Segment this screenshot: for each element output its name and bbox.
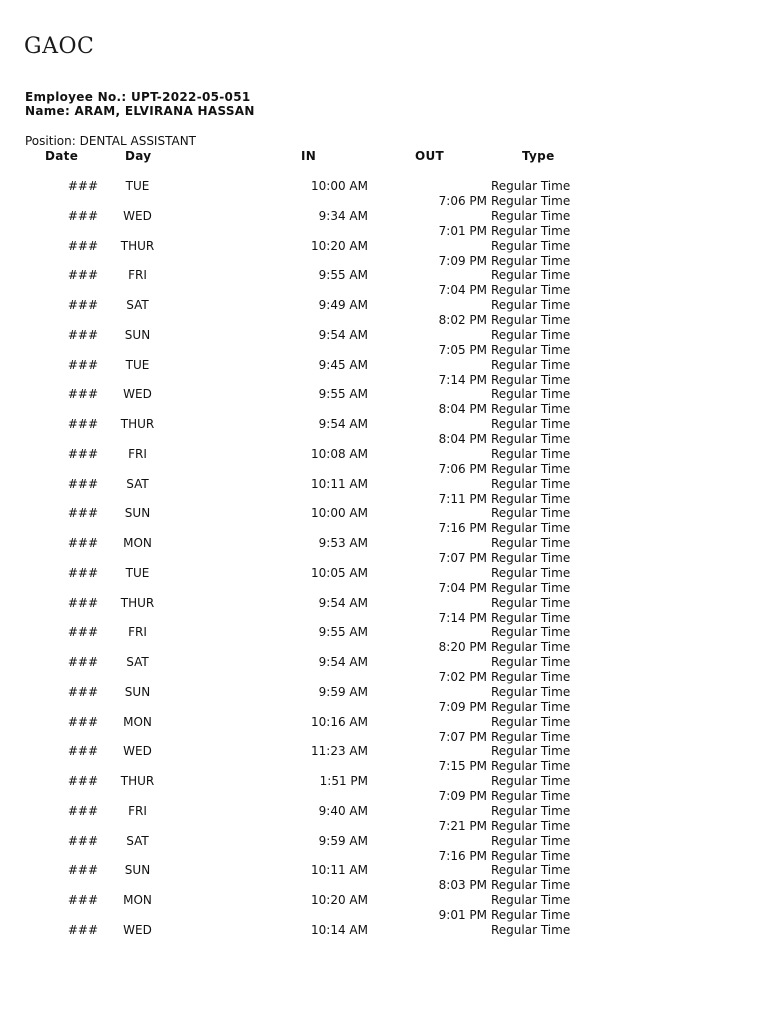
cell-day: TUE [125, 565, 150, 580]
cell-day: MON [123, 536, 152, 550]
cell-date: ### [67, 684, 98, 699]
cell-time-out: 7:05 PM [438, 342, 487, 357]
cell-type: Regular Time [491, 625, 571, 640]
cell-date: ### [67, 476, 98, 491]
cell-type: Regular Time [491, 327, 571, 342]
cell-type: Regular Time [491, 595, 571, 610]
cell-time-in: 9:55 AM [318, 268, 368, 283]
cell-day: FRI [128, 446, 147, 461]
cell-time-in: 9:59 AM [318, 684, 368, 699]
cell-time-in: 10:08 AM [311, 446, 368, 461]
cell-type: Regular Time [491, 402, 571, 417]
cell-type: Regular Time [491, 476, 571, 491]
header-out: OUT [415, 149, 445, 163]
cell-time-out: 8:20 PM [438, 640, 487, 655]
cell-time-out: 7:14 PM [438, 372, 487, 387]
cell-type: Regular Time [491, 521, 571, 536]
cell-date: ### [67, 357, 98, 372]
cell-time-out: 7:06 PM [438, 461, 487, 476]
cell-time-out: 8:04 PM [438, 402, 487, 417]
cell-time-out: 7:09 PM [438, 253, 487, 268]
cell-time-in: 10:05 AM [311, 565, 368, 580]
cell-time-in: 9:54 AM [318, 655, 368, 669]
cell-time-out: 8:04 PM [438, 432, 487, 446]
cell-type: Regular Time [491, 298, 571, 312]
cell-type: Regular Time [491, 268, 571, 283]
cell-date: ### [67, 774, 98, 788]
cell-type: Regular Time [491, 551, 571, 565]
cell-date: ### [67, 655, 98, 669]
cell-type: Regular Time [491, 446, 571, 461]
cell-time-in: 9:40 AM [318, 803, 368, 818]
cell-type: Regular Time [491, 238, 571, 253]
cell-day: SAT [126, 833, 149, 848]
cell-time-in: 11:23 AM [311, 744, 368, 759]
cell-time-out: 7:04 PM [438, 283, 487, 298]
cell-time-out: 9:01 PM [438, 908, 487, 922]
cell-date: ### [67, 595, 98, 610]
cell-time-out: 8:02 PM [438, 313, 487, 327]
cell-time-out: 7:09 PM [438, 789, 487, 803]
cell-date: ### [67, 327, 98, 342]
cell-date: ### [67, 387, 98, 402]
cell-time-in: 10:16 AM [311, 714, 368, 729]
cell-time-in: 9:54 AM [318, 595, 368, 610]
header-day: Day [125, 149, 152, 163]
cell-day: SUN [124, 506, 151, 521]
cell-type: Regular Time [491, 342, 571, 357]
cell-time-in: 9:59 AM [318, 833, 368, 848]
cell-time-out: 7:14 PM [438, 610, 487, 625]
cell-type: Regular Time [491, 208, 571, 223]
cell-day: MON [123, 714, 152, 729]
cell-type: Regular Time [491, 908, 571, 922]
cell-type: Regular Time [491, 223, 571, 238]
cell-day: MON [123, 893, 152, 907]
cell-day: WED [123, 744, 152, 759]
cell-date: ### [67, 238, 98, 253]
cell-time-in: 10:11 AM [311, 863, 368, 878]
cell-type: Regular Time [491, 714, 571, 729]
cell-type: Regular Time [491, 922, 571, 937]
employee-position: Position: DENTAL ASSISTANT [25, 134, 196, 148]
cell-date: ### [67, 506, 98, 521]
cell-type: Regular Time [491, 759, 571, 774]
cell-type: Regular Time [491, 789, 571, 803]
cell-type: Regular Time [491, 179, 571, 193]
cell-time-out: 7:07 PM [438, 551, 487, 565]
cell-type: Regular Time [491, 729, 571, 744]
cell-date: ### [67, 803, 98, 818]
cell-time-out: 7:16 PM [438, 848, 487, 863]
cell-type: Regular Time [491, 893, 571, 907]
cell-time-out: 7:07 PM [438, 729, 487, 744]
cell-time-out: 7:16 PM [438, 521, 487, 536]
cell-date: ### [67, 863, 98, 878]
cell-type: Regular Time [491, 699, 571, 714]
header-date: Date [45, 149, 79, 163]
cell-type: Regular Time [491, 878, 571, 893]
cell-time-out: 7:21 PM [438, 818, 487, 833]
cell-type: Regular Time [491, 357, 571, 372]
cell-date: ### [67, 565, 98, 580]
employee-number: Employee No.: UPT-2022-05-051 [25, 90, 251, 104]
cell-time-in: 9:53 AM [318, 536, 368, 550]
cell-time-in: 9:55 AM [318, 387, 368, 402]
cell-type: Regular Time [491, 506, 571, 521]
cell-date: ### [67, 208, 98, 223]
cell-date: ### [67, 744, 98, 759]
header-in: IN [301, 149, 317, 163]
cell-type: Regular Time [491, 491, 571, 506]
cell-time-in: 9:45 AM [318, 357, 368, 372]
cell-day: TUE [125, 179, 150, 193]
header-type: Type [522, 149, 555, 163]
cell-day: SUN [124, 863, 151, 878]
cell-time-in: 10:20 AM [311, 238, 368, 253]
cell-type: Regular Time [491, 387, 571, 402]
cell-time-in: 10:20 AM [311, 893, 368, 907]
cell-type: Regular Time [491, 313, 571, 327]
cell-time-in: 9:54 AM [318, 327, 368, 342]
cell-date: ### [67, 298, 98, 312]
cell-time-in: 10:00 AM [311, 506, 368, 521]
cell-day: FRI [128, 625, 147, 640]
cell-type: Regular Time [491, 684, 571, 699]
cell-date: ### [67, 417, 98, 431]
company-name: GAOC [24, 34, 95, 59]
cell-time-in: 1:51 PM [319, 774, 368, 788]
cell-type: Regular Time [491, 818, 571, 833]
cell-date: ### [67, 625, 98, 640]
cell-time-out: 7:04 PM [438, 580, 487, 595]
cell-time-out: 7:01 PM [438, 223, 487, 238]
cell-day: THUR [120, 595, 155, 610]
cell-day: THUR [120, 417, 155, 431]
cell-time-in: 10:11 AM [311, 476, 368, 491]
cell-type: Regular Time [491, 536, 571, 550]
cell-date: ### [67, 833, 98, 848]
employee-name: Name: ARAM, ELVIRANA HASSAN [25, 104, 255, 118]
cell-day: SAT [126, 655, 149, 669]
cell-type: Regular Time [491, 803, 571, 818]
cell-day: SUN [124, 684, 151, 699]
cell-type: Regular Time [491, 432, 571, 446]
cell-time-in: 10:00 AM [311, 179, 368, 193]
cell-time-out: 7:02 PM [438, 670, 487, 684]
cell-type: Regular Time [491, 461, 571, 476]
cell-time-in: 9:34 AM [318, 208, 368, 223]
cell-time-in: 9:55 AM [318, 625, 368, 640]
cell-type: Regular Time [491, 580, 571, 595]
cell-date: ### [67, 714, 98, 729]
cell-time-in: 10:14 AM [311, 922, 368, 937]
cell-type: Regular Time [491, 833, 571, 848]
cell-day: TUE [125, 357, 150, 372]
cell-day: THUR [120, 238, 155, 253]
cell-day: FRI [128, 268, 147, 283]
cell-type: Regular Time [491, 194, 571, 208]
cell-type: Regular Time [491, 253, 571, 268]
cell-type: Regular Time [491, 774, 571, 788]
cell-type: Regular Time [491, 848, 571, 863]
cell-day: SUN [124, 327, 151, 342]
cell-day: WED [123, 922, 152, 937]
cell-time-out: 7:15 PM [438, 759, 487, 774]
cell-date: ### [67, 179, 98, 193]
cell-day: SAT [126, 476, 149, 491]
cell-time-in: 9:49 AM [318, 298, 368, 312]
cell-type: Regular Time [491, 744, 571, 759]
cell-time-out: 8:03 PM [438, 878, 487, 893]
cell-date: ### [67, 536, 98, 550]
cell-type: Regular Time [491, 372, 571, 387]
cell-time-out: 7:11 PM [438, 491, 487, 506]
cell-day: FRI [128, 803, 147, 818]
cell-type: Regular Time [491, 610, 571, 625]
cell-type: Regular Time [491, 655, 571, 669]
cell-type: Regular Time [491, 565, 571, 580]
cell-time-out: 7:09 PM [438, 699, 487, 714]
cell-date: ### [67, 446, 98, 461]
cell-date: ### [67, 268, 98, 283]
cell-type: Regular Time [491, 670, 571, 684]
cell-time-in: 9:54 AM [318, 417, 368, 431]
cell-day: WED [123, 208, 152, 223]
cell-day: SAT [126, 298, 149, 312]
cell-type: Regular Time [491, 863, 571, 878]
cell-day: THUR [120, 774, 155, 788]
cell-type: Regular Time [491, 283, 571, 298]
cell-date: ### [67, 893, 98, 907]
cell-time-out: 7:06 PM [438, 194, 487, 208]
cell-date: ### [67, 922, 98, 937]
cell-day: WED [123, 387, 152, 402]
cell-type: Regular Time [491, 417, 571, 431]
cell-type: Regular Time [491, 640, 571, 655]
